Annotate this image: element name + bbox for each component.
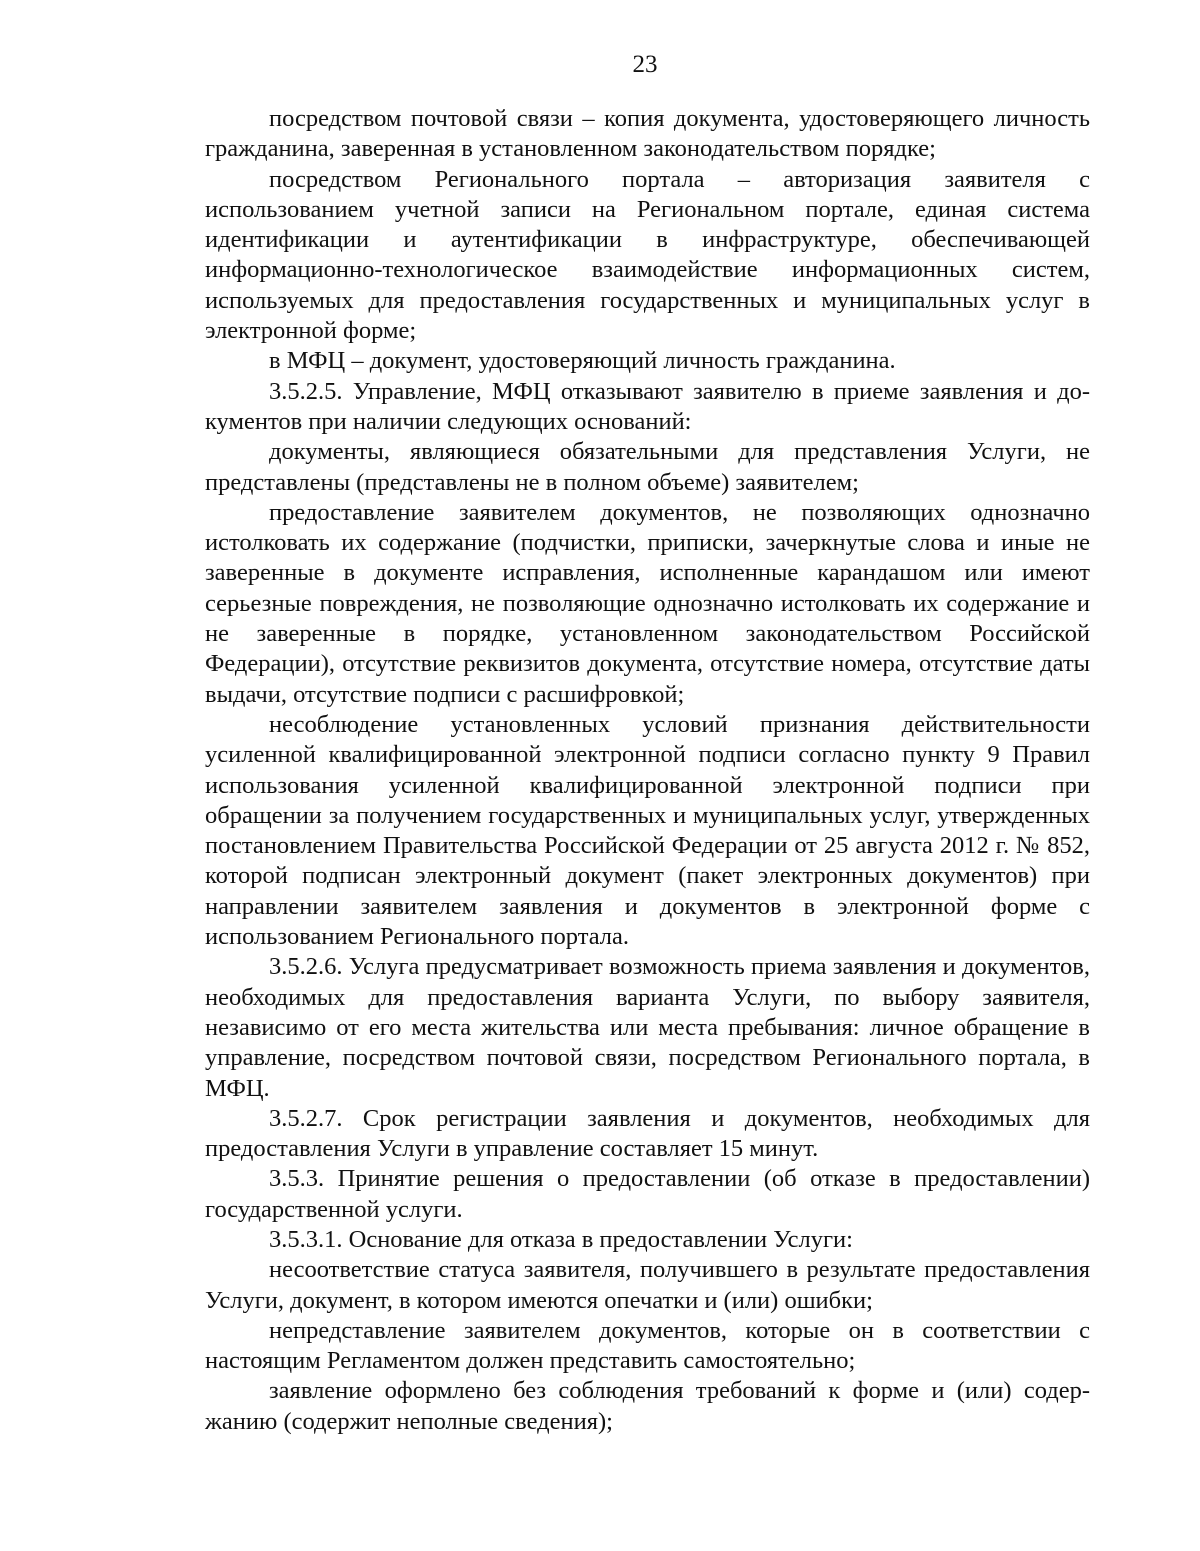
paragraph-documents-not-provided: непредставление заявителем документов, которые он в соответствии с настоящим Регламентом должен представить самостоятельно;: [205, 1316, 1090, 1375]
paragraph-3-5-3-1: 3.5.3.1. Основание для отказа в предоставлении Услуги:: [269, 1225, 853, 1253]
paragraph-3-5-2-5: 3.5.2.5. Управление, МФЦ отказывают заявителю в приеме заявления и документов при наличии следующих оснований:: [205, 377, 1090, 435]
paragraph-postal-identity: посредством почтовой связи – копия документа, удостоверяющего личность гражданина, заверенная в установленном законодательством порядке;: [205, 105, 1090, 163]
paragraph-regional-portal-auth: посредством Регионального портала – авторизация заявителя с использованием учетной записи на Региональном портале, единая система идентификации и аутентификации в инфраструктуре, обеспечивающей информационно-технологическое взаимодействие информационных систем, используемых для предоставления государственных и муниципальных услуг в электронной форме;: [205, 165, 1090, 345]
paragraph-3-5-2-6: 3.5.2.6. Услуга предусматривает возможность приема заявления и документов, необходимых для предоставления варианта Услуги, по выбору заявителя, независимо от его места жительства или места пребывания: личное обращение в управление, посредством почтовой связи, посредством Регионального портала, в МФЦ.: [205, 953, 1090, 1102]
paragraph-3-5-2-7: 3.5.2.7. Срок регистрации заявления и документов, необходимых для предоставления Услуги в управление составляет 15 минут.: [205, 1104, 1090, 1163]
page-number: 23: [632, 51, 658, 78]
paragraph-documents-not-submitted: документы, являющиеся обязательными для представления Услуги, не представлены (представлены не в полном объеме) заявителем;: [205, 438, 1090, 496]
paragraph-mfc-identity: в МФЦ – документ, удостоверяющий личность гражданина.: [269, 347, 896, 375]
paragraph-ambiguous-documents: предоставление заявителем документов, не позволяющих однозначно истолковать их содержание (подчистки, приписки, зачеркнутые слова и иные не заверенные в документе исправления, исполненные карандашом или имеют серьезные повреждения, не позволяющие однозначно истолковать их содержание и не заверенные в порядке, установленном законодательством Российской Федерации), отсутствие реквизитов документа, отсутствие номера, отсутствие даты выдачи, отсутствие подписи с расшифровкой;: [205, 498, 1090, 708]
paragraph-signature-noncompliance: несоблюдение установленных условий признания действительности усиленной квалифицированной электронной подписи согласно пункту 9 Правил использования усиленной квалифицированной электронной подписи при обращении за получением государственных и муниципальных услуг, утвержденных постановлением Правительства Российской Федерации от 25 августа 2012 г. № 852, которой подписан электронный документ (пакет электронных документов) при направлении заявителем заявления и документов в электронной форме с использованием Регионального портала.: [205, 710, 1090, 951]
paragraph-status-mismatch: несоответствие статуса заявителя, получившего в результате предоставления Услуги, документ, в котором имеются опечатки и (или) ошибки;: [205, 1256, 1090, 1314]
document-body: [205, 104, 1090, 1437]
paragraph-3-5-3: 3.5.3. Принятие решения о предоставлении (об отказе в предоставлении) государственной услуги.: [205, 1165, 1090, 1223]
paragraph-application-form-violation: заявление оформлено без соблюдения требований к форме и (или) содержанию (содержит неполные сведения);: [205, 1377, 1090, 1435]
